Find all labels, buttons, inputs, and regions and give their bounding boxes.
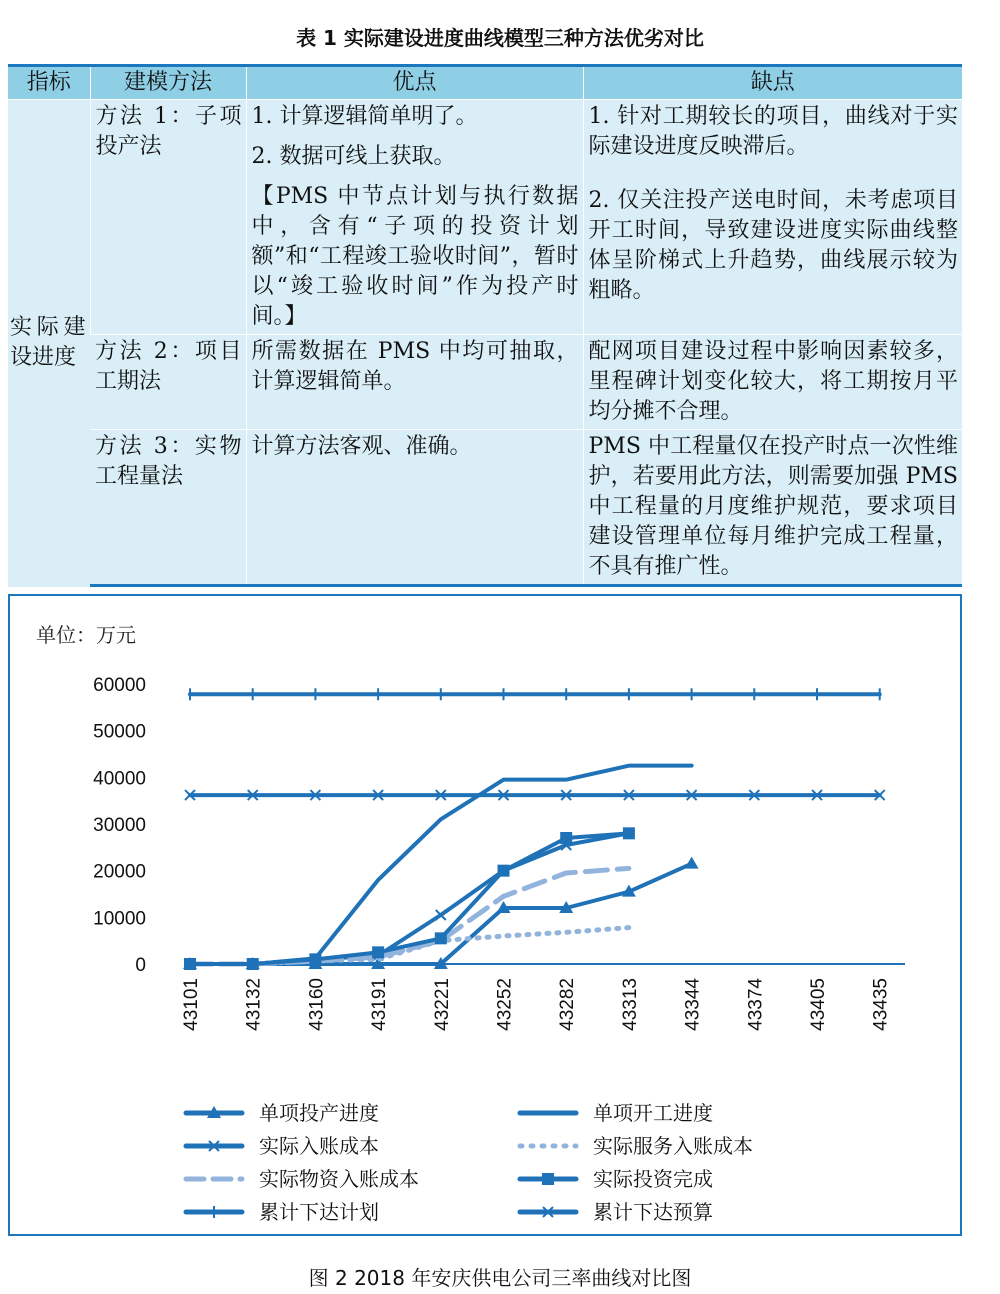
y-tick-label: 60000 — [93, 675, 146, 696]
pros-item: 计算方法客观、准确。 — [251, 434, 472, 459]
square-marker — [309, 953, 321, 965]
square-marker — [184, 958, 196, 970]
x-tick-label: 43374 — [745, 978, 767, 1031]
legend-label: 实际入账成本 — [259, 1134, 379, 1158]
pros-item: 所需数据在 PMS 中均可抽取，计算逻辑简单。 — [251, 339, 579, 394]
x-tick-label: 43101 — [181, 978, 202, 1031]
chart-frame — [8, 594, 962, 1236]
pros-item: 【PMS 中节点计划与执行数据中，含有“子项的投资计划额”和“工程竣工验收时间”，暂时以“竣工验收时间”作为投产时间。】 — [251, 184, 579, 329]
legend-label: 单项投产进度 — [259, 1101, 379, 1125]
y-tick-label: 30000 — [93, 815, 146, 836]
x-tick-label: 43405 — [808, 978, 829, 1031]
legend-label: 实际投资完成 — [593, 1167, 713, 1191]
table-header-row — [8, 66, 962, 100]
cons-item: PMS 中工程量仅在投产时点一次性维护，若要用此方法，则需要加强 PMS 中工程量的月度维护规范，要求项目建设管理单位每月维护完成工程量，不具有推广性。 — [588, 434, 958, 579]
x-tick-label: 43160 — [306, 978, 328, 1031]
header-cell: 建模方法 — [90, 66, 246, 100]
cons-cell — [583, 100, 962, 335]
x-tick-label: 43191 — [369, 978, 391, 1031]
x-tick-label: 43252 — [494, 978, 516, 1031]
pros-cell — [246, 430, 583, 586]
series-line — [190, 833, 629, 964]
pros-item: 2. 数据可线上获取。 — [251, 144, 456, 169]
table-row — [8, 100, 962, 335]
x-tick-label: 43313 — [619, 978, 641, 1031]
legend-label: 单项开工进度 — [593, 1101, 713, 1125]
square-marker — [542, 1173, 554, 1185]
cons-item: 2. 仅关注投产送电时间，未考虑项目开工时间，导致建设进度实际曲线整体呈阶梯式上升趋势，曲线展示较为粗略。 — [588, 188, 958, 303]
y-tick-label: 40000 — [93, 768, 146, 790]
header-cell: 指标 — [8, 66, 90, 100]
header-cell: 缺点 — [583, 66, 962, 100]
x-tick-label: 43435 — [870, 978, 892, 1031]
legend-label: 实际服务入账成本 — [593, 1134, 753, 1158]
method-cell: 方法 2：项目工期法 — [90, 335, 246, 430]
square-marker — [623, 827, 635, 839]
y-tick-label: 10000 — [93, 908, 146, 930]
square-marker — [247, 958, 259, 970]
pros-cell — [246, 335, 583, 430]
figure-caption: 图 2 2018 年安庆供电公司三率曲线对比图 — [308, 1266, 692, 1290]
method-cell: 方法 3：实物工程量法 — [90, 430, 246, 586]
x-tick-label: 43344 — [682, 978, 704, 1031]
y-tick-label: 20000 — [93, 861, 146, 883]
table-title: 表 1 实际建设进度曲线模型三种方法优劣对比 — [296, 26, 704, 50]
legend-label: 累计下达计划 — [259, 1200, 379, 1224]
pros-cell — [246, 100, 583, 335]
x-tick-label: 43221 — [431, 978, 453, 1031]
square-marker — [560, 832, 572, 844]
indicator-cell: 实际建设进度 — [8, 100, 90, 586]
y-tick-label: 0 — [135, 955, 146, 976]
table-row — [8, 335, 962, 430]
square-marker — [498, 865, 510, 877]
unit-label: 单位：万元 — [36, 623, 136, 647]
cons-item: 配网项目建设过程中影响因素较多，里程碑计划变化较大，将工期按月平均分摊不合理。 — [588, 339, 958, 424]
table-row — [8, 430, 962, 586]
triangle-marker — [685, 857, 699, 869]
cons-cell — [583, 430, 962, 586]
x-tick-label: 43132 — [243, 978, 265, 1031]
square-marker — [372, 946, 384, 958]
cons-cell — [583, 335, 962, 430]
y-tick-label: 50000 — [93, 721, 146, 743]
legend-label: 实际物资入账成本 — [259, 1167, 419, 1191]
cons-item: 1. 针对工期较长的项目，曲线对于实际建设进度反映滞后。 — [588, 104, 958, 159]
legend-label: 累计下达预算 — [593, 1200, 713, 1224]
header-cell: 优点 — [246, 66, 583, 100]
line-chart — [10, 596, 960, 1234]
pros-item: 1. 计算逻辑简单明了。 — [251, 104, 478, 129]
comparison-table — [8, 64, 962, 587]
x-tick-label: 43282 — [557, 978, 579, 1031]
square-marker — [435, 932, 447, 944]
method-cell: 方法 1：子项投产法 — [90, 100, 246, 335]
